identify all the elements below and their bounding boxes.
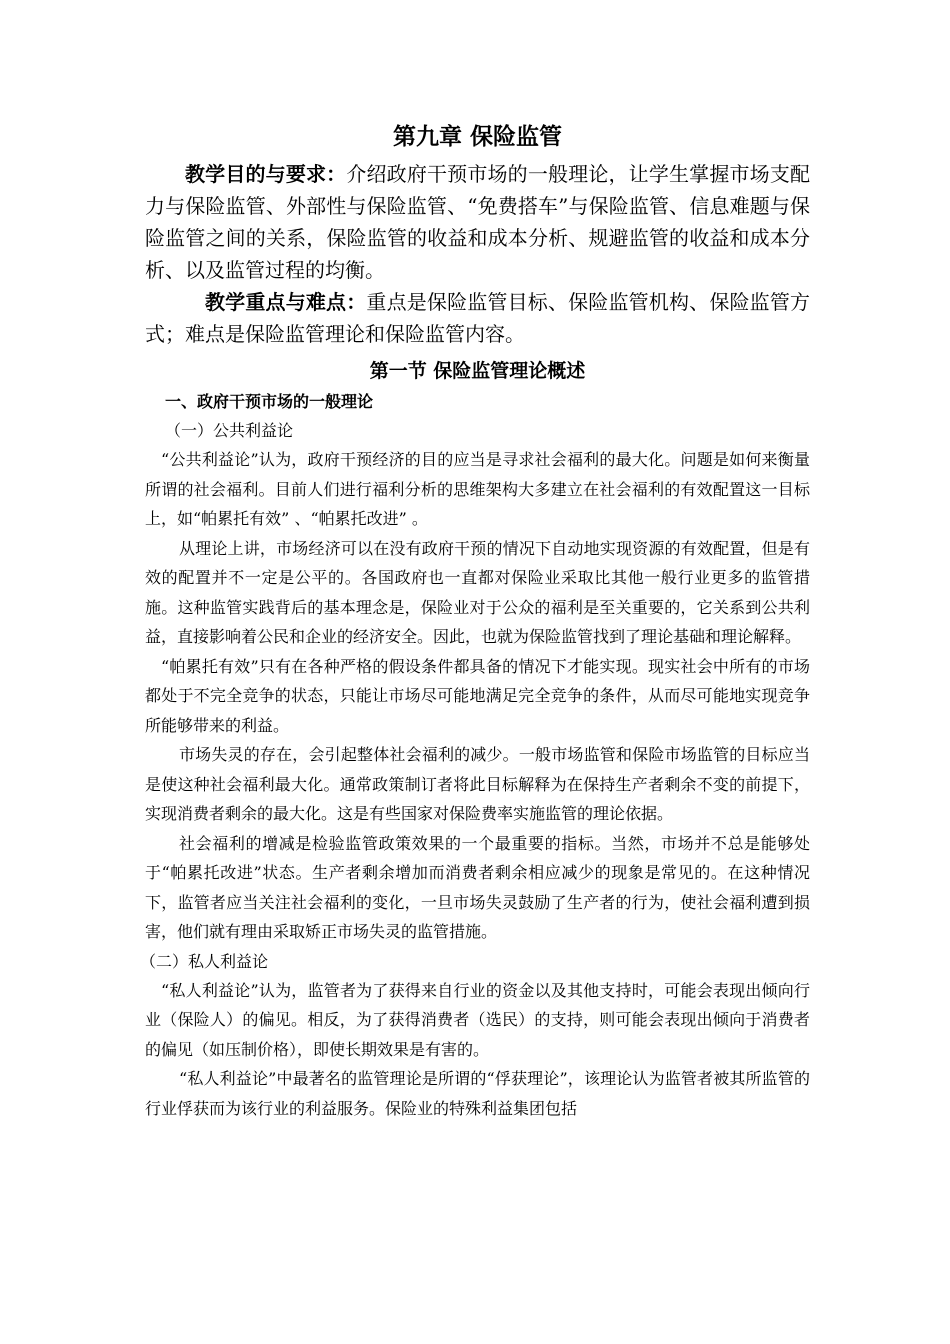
paragraph: “帕累托有效”只有在各种严格的假设条件都具备的情况下才能实现。现实社会中所有的市场都处于不完全竞争的状态，只能让市场尽可能地满足完全竞争的条件，从而尽可能地实现竞争所能够带来的利益。 <box>145 656 810 735</box>
paragraph: 社会福利的增减是检验监管政策效果的一个最重要的指标。当然，市场并不总是能够处于“帕累托改进”状态。生产者剩余增加而消费者剩余相应减少的现象是常见的。在这种情况下，监管者应当关注社会福利的变化，一旦市场失灵鼓励了生产者的行为，使社会福利遭到损害，他们就有理由采取矫正市场失灵的监管措施。 <box>145 833 810 941</box>
paragraph: “私人利益论”中最著名的监管理论是所谓的“俘获理论”，该理论认为监管者被其所监管的行业俘获而为该行业的利益服务。保险业的特殊利益集团包括 <box>145 1069 810 1118</box>
key-points-label: 教学重点与难点： <box>205 290 367 314</box>
key-points <box>145 286 810 350</box>
section-title: 第一节 保险监管理论概述 <box>369 360 586 382</box>
page-content <box>140 118 811 1123</box>
objectives-label: 教学目的与要求： <box>185 162 347 186</box>
objectives-text: 介绍政府干预市场的一般理论，让学生掌握市场支配力与保险监管、外部性与保险监管、“免费搭车”与保险监管、信息难题与保险监管之间的关系，保险监管的收益和成本分析、规避监管的收益和成本分析、以及监管过程的均衡。 <box>145 162 811 282</box>
paragraph: 市场失灵的存在，会引起整体社会福利的减少。一般市场监管和保险市场监管的目标应当是使这种社会福利最大化。通常政策制订者将此目标解释为在保持生产者剩余不变的前提下，实现消费者剩余的最大化。这是有些国家对保险费率实施监管的理论依据。 <box>145 745 810 823</box>
heading-level-1: 一、政府干预市场的一般理论 <box>165 392 374 411</box>
teaching-objectives <box>145 158 810 286</box>
paragraph: “公共利益论”认为，政府干预经济的目的应当是寻求社会福利的最大化。问题是如何来衡量所谓的社会福利。目前人们进行福利分析的思维架构大多建立在社会福利的有效配置这一目标上，如“帕累托有效” 、“帕累托改进” 。 <box>145 450 810 528</box>
paragraph: 从理论上讲，市场经济可以在没有政府干预的情况下自动地实现资源的有效配置，但是有效的配置并不一定是公平的。各国政府也一直都对保险业采取比其他一般行业更多的监管措施。这种监管实践背后的基本理念是，保险业对于公众的福利是至关重要的，它关系到公共利益，直接影响着公民和企业的经济安全。因此，也就为保险监管找到了理论基础和理论解释。 <box>145 538 810 646</box>
key-points-text: 重点是保险监管目标、保险监管机构、保险监管方式；难点是保险监管理论和保险监管内容。 <box>145 290 811 346</box>
chapter-title: 第九章 保险监管 <box>392 124 562 150</box>
paragraph: “私人利益论”认为，监管者为了获得来自行业的资金以及其他支持时，可能会表现出倾向行业（保险人）的偏见。相反，为了获得消费者（选民）的支持，则可能会表现出倾向于消费者的偏见（如压制价格），即使长期效果是有害的。 <box>145 980 810 1059</box>
subheading-public-interest: （一）公共利益论 <box>165 421 294 440</box>
subheading-private-interest: （二）私人利益论 <box>140 951 269 971</box>
